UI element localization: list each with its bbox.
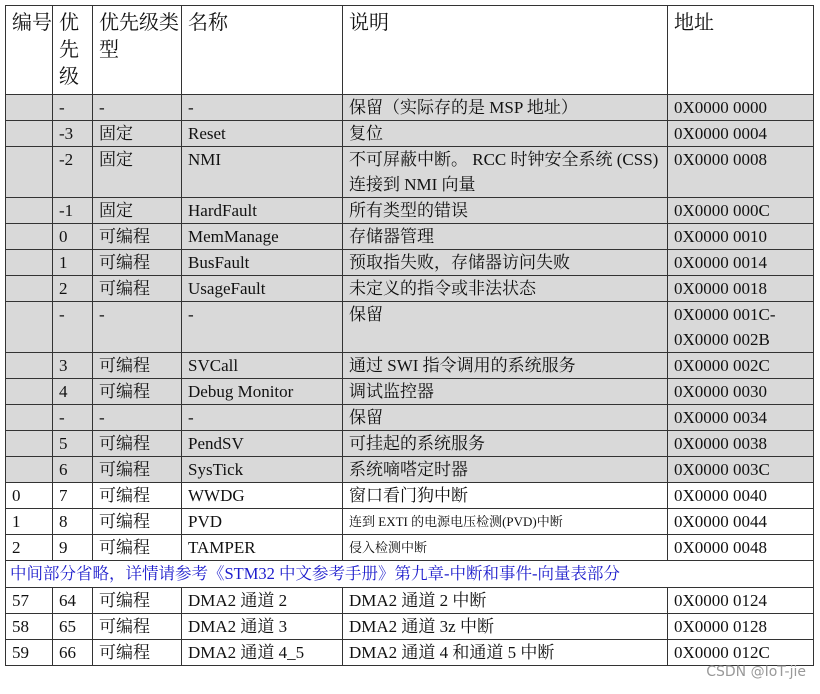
cell-priority-type: 可编程 <box>93 379 182 405</box>
cell-priority: 9 <box>53 535 93 561</box>
cell-num <box>6 405 53 431</box>
cell-priority-type: 可编程 <box>93 588 182 614</box>
header-priority: 优先级 <box>53 6 93 95</box>
cell-description: 不可屏蔽中断。 RCC 时钟安全系统 (CSS) 连接到 NMI 向量 <box>343 147 668 198</box>
cell-description: 连到 EXTI 的电源电压检测(PVD)中断 <box>343 509 668 535</box>
table-row <box>6 276 814 302</box>
cell-description: 复位 <box>343 121 668 147</box>
cell-num: 59 <box>6 640 53 666</box>
cell-priority-type: 可编程 <box>93 483 182 509</box>
cell-priority-type: 固定 <box>93 198 182 224</box>
cell-priority: -1 <box>53 198 93 224</box>
cell-description: 存储器管理 <box>343 224 668 250</box>
cell-priority-type: 固定 <box>93 121 182 147</box>
cell-priority-type: 可编程 <box>93 457 182 483</box>
cell-name: TAMPER <box>182 535 343 561</box>
cell-name: Debug Monitor <box>182 379 343 405</box>
cell-address: 0X0000 0010 <box>668 224 814 250</box>
cell-priority-type: 可编程 <box>93 640 182 666</box>
cell-description: 保留 <box>343 405 668 431</box>
table-row <box>6 224 814 250</box>
cell-address: 0X0000 0038 <box>668 431 814 457</box>
table-row <box>6 509 814 535</box>
cell-num <box>6 147 53 198</box>
cell-name: MemManage <box>182 224 343 250</box>
cell-priority-type: 可编程 <box>93 353 182 379</box>
table-row <box>6 95 814 121</box>
table-row <box>6 121 814 147</box>
table-row <box>6 614 814 640</box>
cell-priority: - <box>53 405 93 431</box>
cell-name: UsageFault <box>182 276 343 302</box>
cell-name: DMA2 通道 4_5 <box>182 640 343 666</box>
cell-priority-type: 可编程 <box>93 431 182 457</box>
cell-description: DMA2 通道 3z 中断 <box>343 614 668 640</box>
header-description: 说明 <box>343 6 668 95</box>
cell-priority: 65 <box>53 614 93 640</box>
cell-priority: -2 <box>53 147 93 198</box>
cell-name: HardFault <box>182 198 343 224</box>
cell-num: 1 <box>6 509 53 535</box>
cell-address: 0X0000 0030 <box>668 379 814 405</box>
cell-num <box>6 121 53 147</box>
cell-name: NMI <box>182 147 343 198</box>
cell-address: 0X0000 0044 <box>668 509 814 535</box>
cell-num <box>6 198 53 224</box>
cell-address: 0X0000 0128 <box>668 614 814 640</box>
cell-num <box>6 353 53 379</box>
header-name: 名称 <box>182 6 343 95</box>
header-row <box>6 6 814 95</box>
cell-address: 0X0000 012C <box>668 640 814 666</box>
cell-description: 可挂起的系统服务 <box>343 431 668 457</box>
cell-description: DMA2 通道 2 中断 <box>343 588 668 614</box>
header-num: 编号 <box>6 6 53 95</box>
cell-address: 0X0000 0048 <box>668 535 814 561</box>
cell-num: 0 <box>6 483 53 509</box>
table-row <box>6 588 814 614</box>
table-row <box>6 302 814 353</box>
cell-num <box>6 250 53 276</box>
header-priority-type: 优先级类型 <box>93 6 182 95</box>
cell-priority-type: 可编程 <box>93 614 182 640</box>
cell-name: PVD <box>182 509 343 535</box>
cell-name: PendSV <box>182 431 343 457</box>
cell-priority: - <box>53 302 93 353</box>
cell-address: 0X0000 000C <box>668 198 814 224</box>
cell-priority: 6 <box>53 457 93 483</box>
cell-num: 58 <box>6 614 53 640</box>
cell-description: 窗口看门狗中断 <box>343 483 668 509</box>
table-row <box>6 535 814 561</box>
table-row <box>6 483 814 509</box>
cell-address: 0X0000 0004 <box>668 121 814 147</box>
cell-priority: 5 <box>53 431 93 457</box>
table-row <box>6 379 814 405</box>
cell-num <box>6 431 53 457</box>
cell-priority-type: 可编程 <box>93 224 182 250</box>
cell-priority: 0 <box>53 224 93 250</box>
cell-address: 0X0000 0034 <box>668 405 814 431</box>
cell-priority-type: 固定 <box>93 147 182 198</box>
note-row <box>6 561 814 588</box>
cell-address: 0X0000 0000 <box>668 95 814 121</box>
cell-num <box>6 95 53 121</box>
table-row <box>6 198 814 224</box>
omission-note: 中间部分省略，详情请参考《STM32 中文参考手册》第九章-中断和事件-向量表部分 <box>6 561 814 588</box>
cell-address: 0X0000 0018 <box>668 276 814 302</box>
cell-name: SysTick <box>182 457 343 483</box>
cell-priority-type: - <box>93 302 182 353</box>
header-address: 地址 <box>668 6 814 95</box>
cell-priority: 8 <box>53 509 93 535</box>
cell-priority-type: 可编程 <box>93 509 182 535</box>
cell-priority-type: - <box>93 95 182 121</box>
cell-description: 系统嘀嗒定时器 <box>343 457 668 483</box>
cell-description: DMA2 通道 4 和通道 5 中断 <box>343 640 668 666</box>
cell-name: DMA2 通道 3 <box>182 614 343 640</box>
cell-description: 未定义的指令或非法状态 <box>343 276 668 302</box>
table-row <box>6 431 814 457</box>
table-row <box>6 405 814 431</box>
cell-priority-type: 可编程 <box>93 250 182 276</box>
cell-address: 0X0000 0008 <box>668 147 814 198</box>
cell-priority-type: 可编程 <box>93 535 182 561</box>
cell-num: 2 <box>6 535 53 561</box>
cell-address: 0X0000 001C- 0X0000 002B <box>668 302 814 353</box>
cell-priority: 3 <box>53 353 93 379</box>
cell-num <box>6 276 53 302</box>
watermark: CSDN @IoT-jie <box>706 664 806 680</box>
cell-name: SVCall <box>182 353 343 379</box>
cell-address: 0X0000 0040 <box>668 483 814 509</box>
cell-priority-type: - <box>93 405 182 431</box>
cell-description: 预取指失败，存储器访问失败 <box>343 250 668 276</box>
table-row <box>6 640 814 666</box>
cell-priority: 4 <box>53 379 93 405</box>
cell-num: 57 <box>6 588 53 614</box>
cell-description: 保留 <box>343 302 668 353</box>
cell-description: 侵入检测中断 <box>343 535 668 561</box>
table-row <box>6 147 814 198</box>
cell-address: 0X0000 0124 <box>668 588 814 614</box>
cell-num <box>6 224 53 250</box>
cell-name: BusFault <box>182 250 343 276</box>
cell-address: 0X0000 002C <box>668 353 814 379</box>
table-row <box>6 250 814 276</box>
table-row <box>6 457 814 483</box>
cell-address: 0X0000 0014 <box>668 250 814 276</box>
cell-num <box>6 457 53 483</box>
cell-description: 保留（实际存的是 MSP 地址） <box>343 95 668 121</box>
cell-priority: - <box>53 95 93 121</box>
cell-num <box>6 379 53 405</box>
cell-priority-type: 可编程 <box>93 276 182 302</box>
cell-address: 0X0000 003C <box>668 457 814 483</box>
table-row <box>6 353 814 379</box>
cell-name: - <box>182 95 343 121</box>
table-body <box>6 95 814 666</box>
cell-priority: 64 <box>53 588 93 614</box>
cell-name: WWDG <box>182 483 343 509</box>
cell-name: - <box>182 405 343 431</box>
vector-table <box>5 5 814 666</box>
cell-priority: 66 <box>53 640 93 666</box>
cell-priority: 7 <box>53 483 93 509</box>
cell-priority: 2 <box>53 276 93 302</box>
cell-num <box>6 302 53 353</box>
cell-priority: 1 <box>53 250 93 276</box>
cell-priority: -3 <box>53 121 93 147</box>
cell-name: Reset <box>182 121 343 147</box>
cell-name: - <box>182 302 343 353</box>
cell-description: 通过 SWI 指令调用的系统服务 <box>343 353 668 379</box>
cell-name: DMA2 通道 2 <box>182 588 343 614</box>
cell-description: 调试监控器 <box>343 379 668 405</box>
cell-description: 所有类型的错误 <box>343 198 668 224</box>
